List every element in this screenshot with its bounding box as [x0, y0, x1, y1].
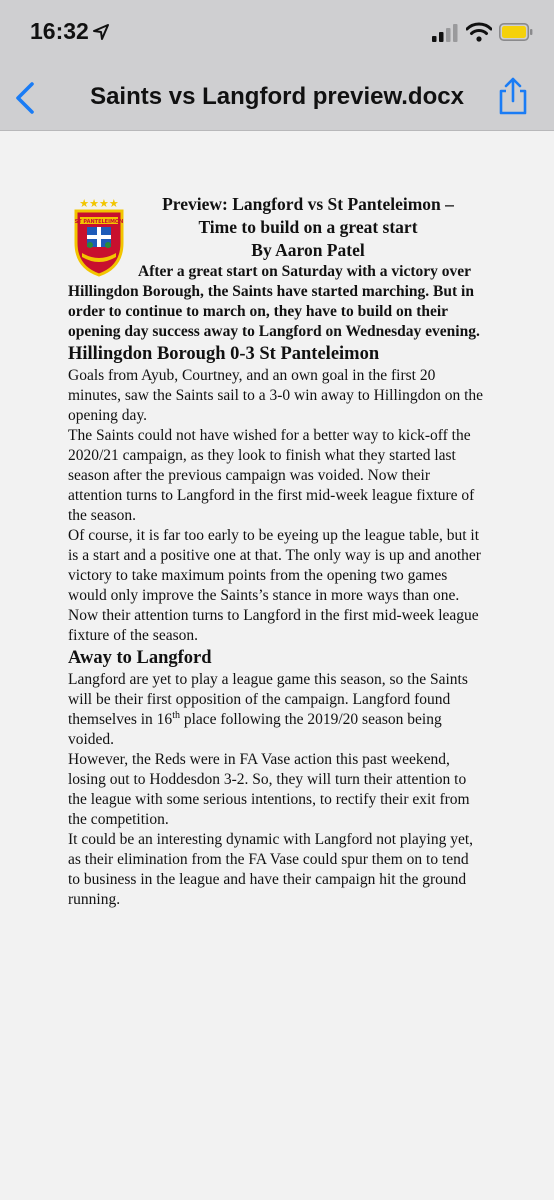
article-headline: [132, 193, 484, 262]
paragraph: It could be an interesting dynamic with Langford not playing yet, as their elimination from the FA Vase could spur them on to tend to business in the league and have their campaign hit the ground running.: [68, 831, 474, 908]
article-intro: After a great start on Saturday with a victory over Hillingdon Borough, the Saints have started marching. But in order to continue to march on, they have to build on their opening day success away to Langford on Wednesday evening.: [68, 263, 480, 340]
paragraph: Now their attention turns to Langford in the first mid-week league fixture of the season.: [68, 607, 479, 644]
headline-line-2: Time to build on a great start: [198, 217, 418, 237]
paragraph: The Saints could not have wished for a better way to kick-off the 2020/21 campaign, as they look to finish what they started last season after the previous campaign was voided. Now their attention turns to Langford in the first mid-week league fixture of the season.: [68, 427, 475, 524]
document-page: [68, 193, 484, 910]
paragraph: Goals from Ayub, Courtney, and an own goal in the first 20 minutes, saw the Saints sail to a 3-0 win away to Hillingdon on the opening day.: [68, 367, 484, 424]
section-heading-hillingdon: Hillingdon Borough 0-3 St Panteleimon: [68, 344, 380, 364]
battery-icon: [499, 23, 533, 41]
club-crest-logo: [70, 197, 128, 277]
paragraph: However, the Reds were in FA Vase action this past weekend, losing out to Hoddesdon 3-2. So, they will turn their attention to the league with some serious intentions, to rectify their exit from the competition.: [68, 751, 470, 828]
ordinal-suffix: th: [172, 709, 180, 721]
document-viewer[interactable]: [0, 131, 554, 1200]
status-time: 16:32: [30, 18, 89, 44]
status-bar: [0, 0, 554, 66]
crest-name: ST PANTELEIMON: [74, 219, 124, 225]
cellular-signal-icon: [432, 24, 458, 42]
document-title: Saints vs Langford preview.docx: [90, 83, 464, 110]
headline-line-1: Preview: Langford vs St Panteleimon –: [162, 194, 454, 214]
back-chevron-icon[interactable]: [8, 80, 44, 116]
location-arrow-icon: [93, 24, 109, 40]
navigation-bar: [0, 66, 554, 131]
paragraph: Of course, it is far too early to be eyeing up the league table, but it is a start and a positive one at that. The only way is up and another victory to take maximum points from the opening two games would only improve the Saints’s stance in more ways than one.: [68, 527, 481, 604]
section-heading-langford: Away to Langford: [68, 648, 212, 668]
paragraph: [68, 670, 484, 750]
share-icon[interactable]: [495, 76, 531, 116]
paragraph-text: Langford are yet to play a league game this season, so the Saints will be their first opposition of the campaign. Langford found themselves in 16: [68, 671, 468, 728]
crest-stars: ★★★★: [79, 197, 119, 210]
article-byline: By Aaron Patel: [251, 240, 365, 260]
paragraph-text: place following the 2019/20 season being voided.: [68, 711, 442, 748]
wifi-icon: [466, 22, 492, 42]
